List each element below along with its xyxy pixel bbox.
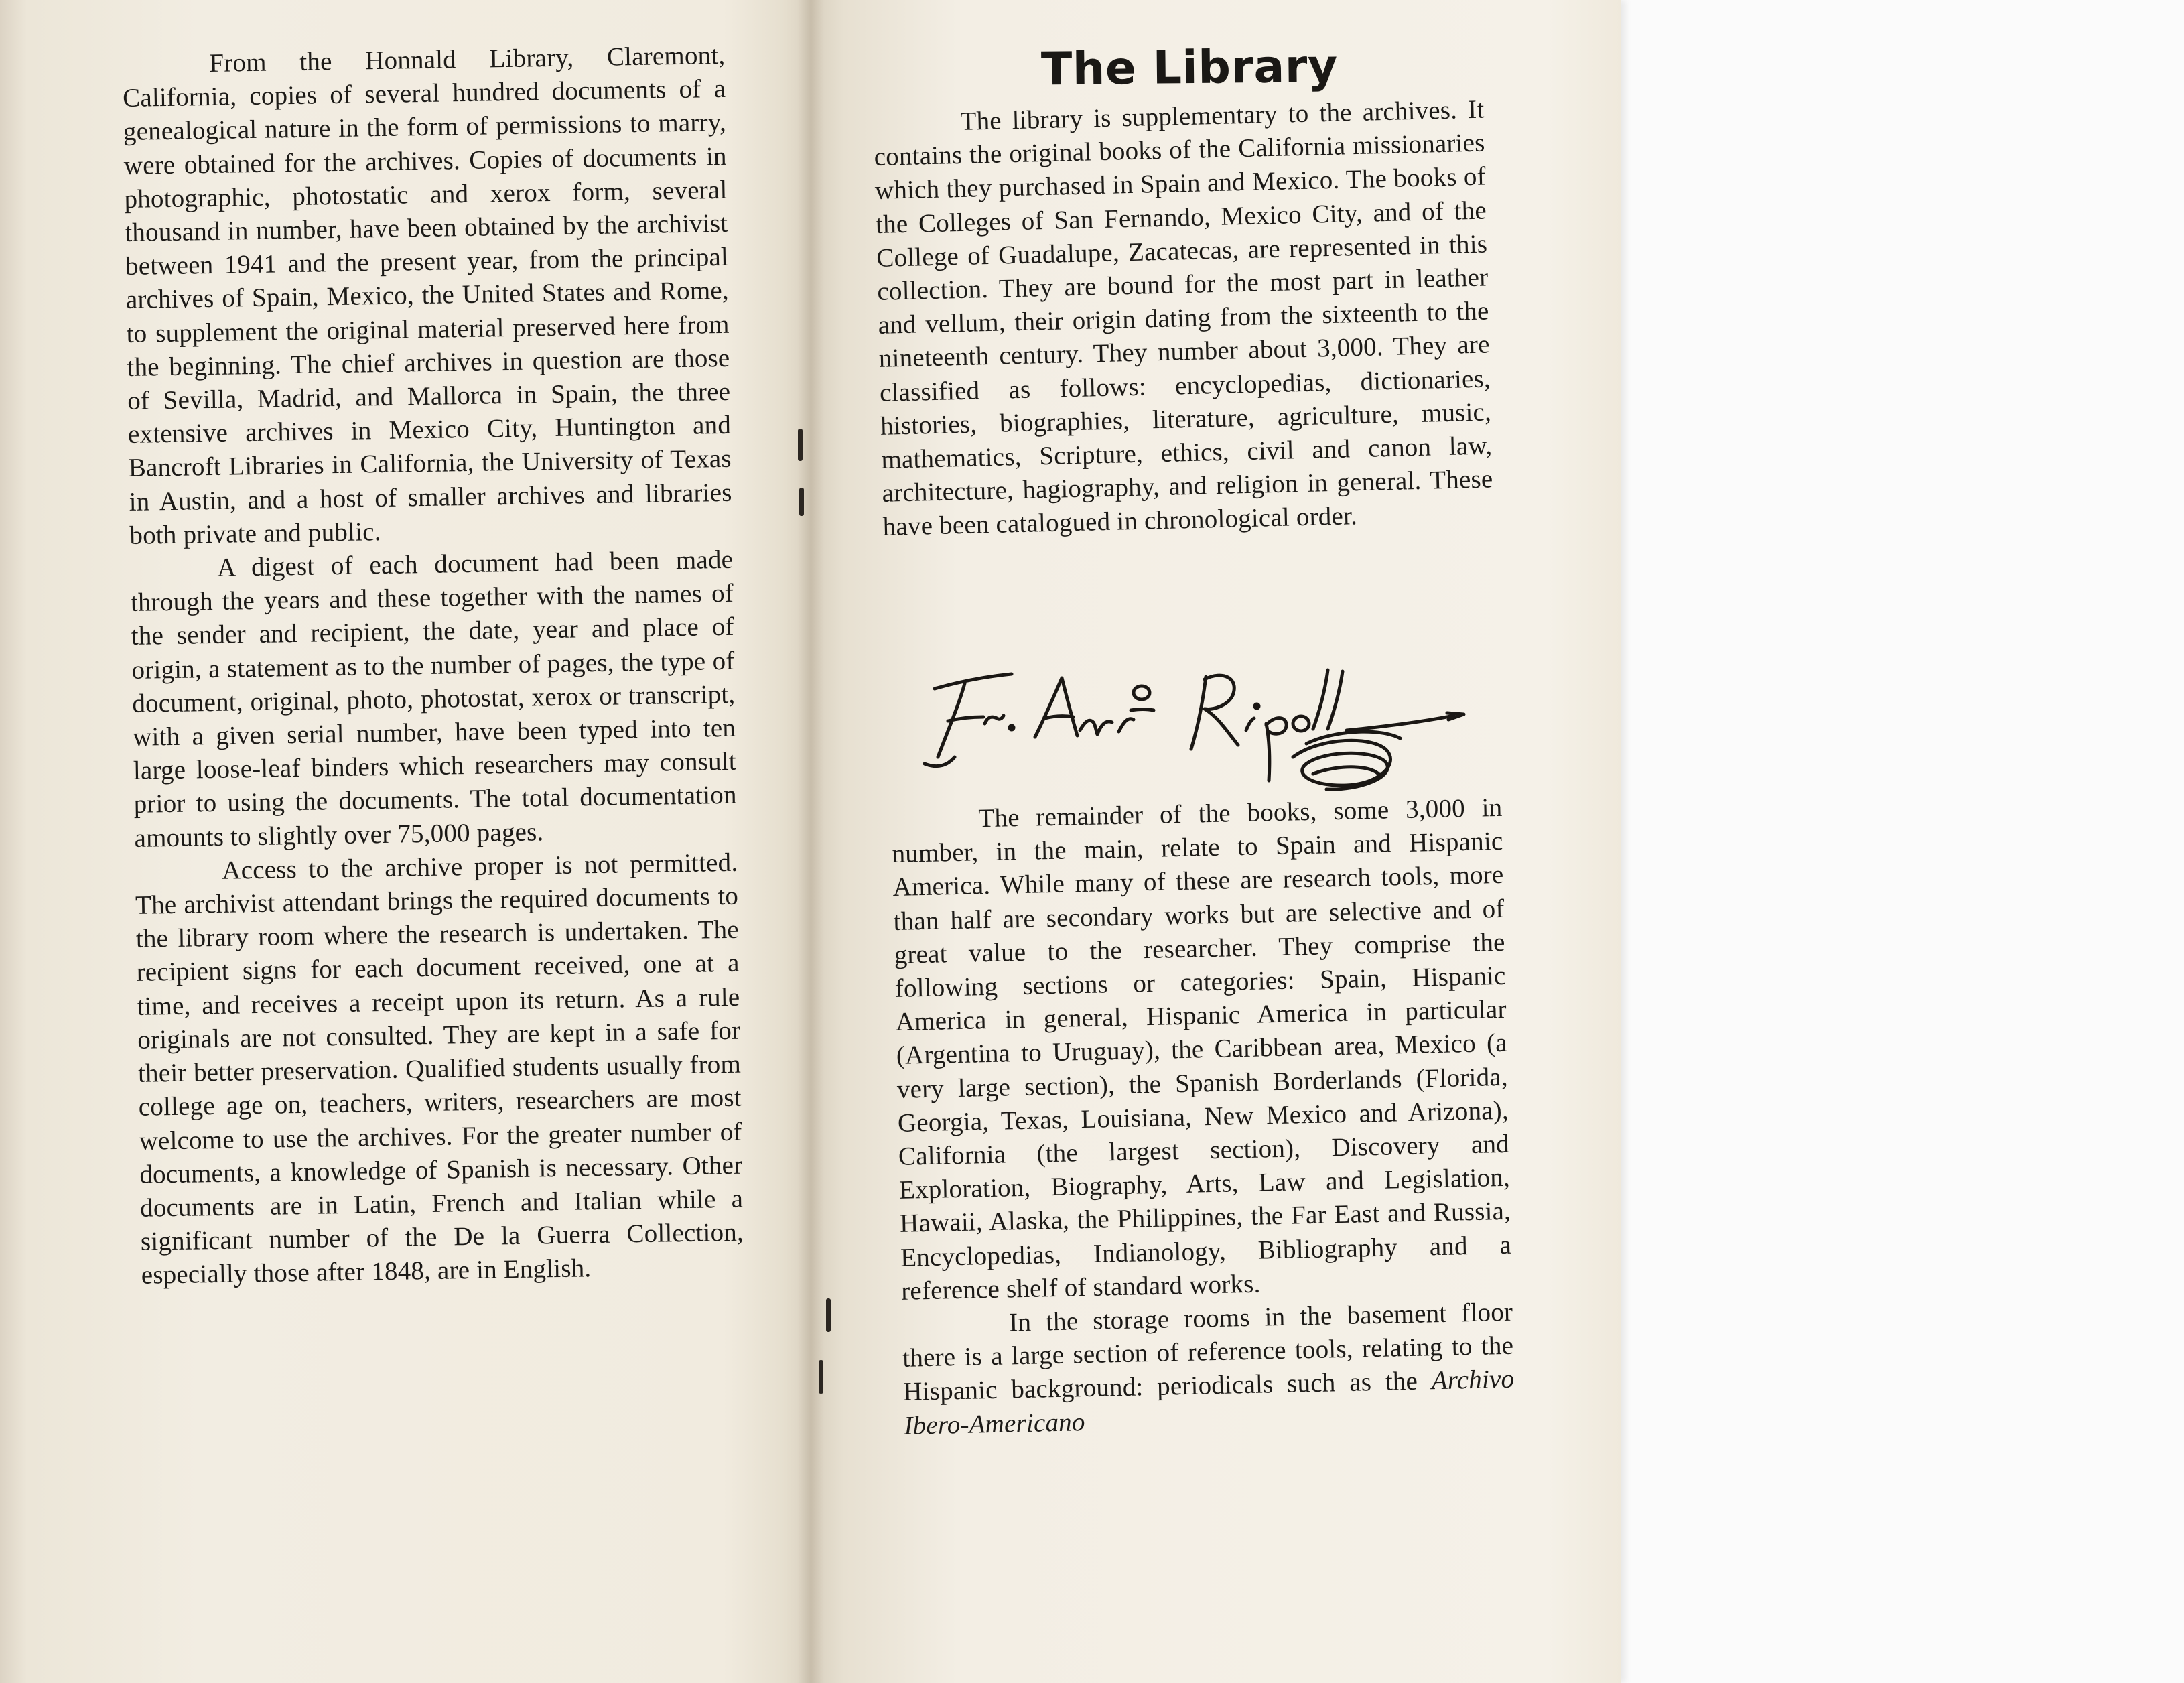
- staple-mark-top: [798, 429, 803, 461]
- paragraph: The library is supplementary to the archives. It contains the original books of the California missionaries which they purchased in Spain and Mexico. The books of the Colleges of San Fernando, Mexico City, and of the College of Guadalupe, Zacatecas, are represented in this collection. They are bound for the most part in leather and vellum, their origin dating from the sixteenth to the nineteenth century. They number about 3,000. They are classified as follows: encyclopedias, dictionaries, histories, biographies, literature, agriculture, music, mathematics, Scripture, ethics, civil and canon law, architecture, hagiography, and religion in general. These have been catalogued in chronological order.: [874, 94, 1493, 542]
- left-page-text: [122, 39, 744, 1292]
- paragraph: [902, 1296, 1515, 1443]
- binding-gutter: [797, 0, 824, 1683]
- paragraph-text: In the storage rooms in the basement floor there is a large section of reference tools, relating to the Hispanic background: periodicals such as the: [902, 1297, 1514, 1407]
- right-page-text-top: [873, 93, 1494, 545]
- staple-mark-bottom: [819, 1360, 823, 1394]
- page-title: The Library: [1040, 40, 1339, 96]
- italic-title: Archivo Ibero-Americano: [903, 1365, 1515, 1440]
- scan-background: [1621, 0, 2184, 1683]
- paragraph: A digest of each document had been made through the years and these together with the names of the sender and recipient, the date, year and place of origin, a statement as to the number of pages, the type of document, original, photo, photostat, xerox or transcript, with a given serial number, have been typed into ten large loose-leaf binders which researchers may consult prior to using the documents. The total documentation amounts to slightly over 75,000 pages.: [130, 545, 737, 853]
- paragraph: The remainder of the books, some 3,000 in number, in the main, relate to Spain and Hispanic America. While many of these are research tools, more than half are secondary works but are selective and of great value to the researcher. They comprise the following sections or categories: Spain, Hispanic America in general, Hispanic America in particular (Argentina to Uruguay), the Caribbean area, Mexico (a very large section), the Spanish Borderlands (Florida, Georgia, Texas, Louisiana, New Mexico and Arizona), California (the largest section), Discovery and Exploration, Biography, Arts, Law and Legislation, Hawaii, Alaska, the Philippines, the Far East and Russia, Encyclopedias, Indianology, Bibliography and a reference shelf of standard works.: [892, 793, 1512, 1306]
- signature-image: [918, 657, 1474, 811]
- paragraph: From the Honnald Library, Claremont, California, copies of several hundred documents of a genealogical nature in the form of permissions to marry, were obtained for the archives. Copies of documents in photographic, photostatic and xerox form, several thousand in number, have been obtained by the archivist between 1941 and the present year, from the principal archives of Spain, Mexico, the United States and Rome, to supplement the original material preserved here from the beginning. The chief archives in question are those of Sevilla, Madrid, and Mallorca in Spain, the three extensive archives in Mexico City, Huntington and Bancroft Libraries in California, the University of Texas in Austin, and a host of smaller archives and libraries both private and public.: [122, 40, 732, 550]
- staple-mark-bottom: [826, 1298, 831, 1332]
- staple-mark-top: [799, 488, 804, 516]
- right-page-text-bottom: [891, 791, 1515, 1443]
- paragraph: Access to the archive proper is not permitted. The archivist attendant brings the required documents to the library room where the research is undertaken. The recipient signs for each document received, one at a time, and receives a receipt upon its return. As a rule originals are not consulted. They are kept in a safe for their better preservation. Qualified students usually from college age on, teachers, writers, researchers are most welcome to use the archives. For the greater number of documents, a knowledge of Spanish is necessary. Other documents are in Latin, French and Italian while a significant number of the De la Guerra Collection, especially those after 1848, are in English.: [135, 848, 744, 1290]
